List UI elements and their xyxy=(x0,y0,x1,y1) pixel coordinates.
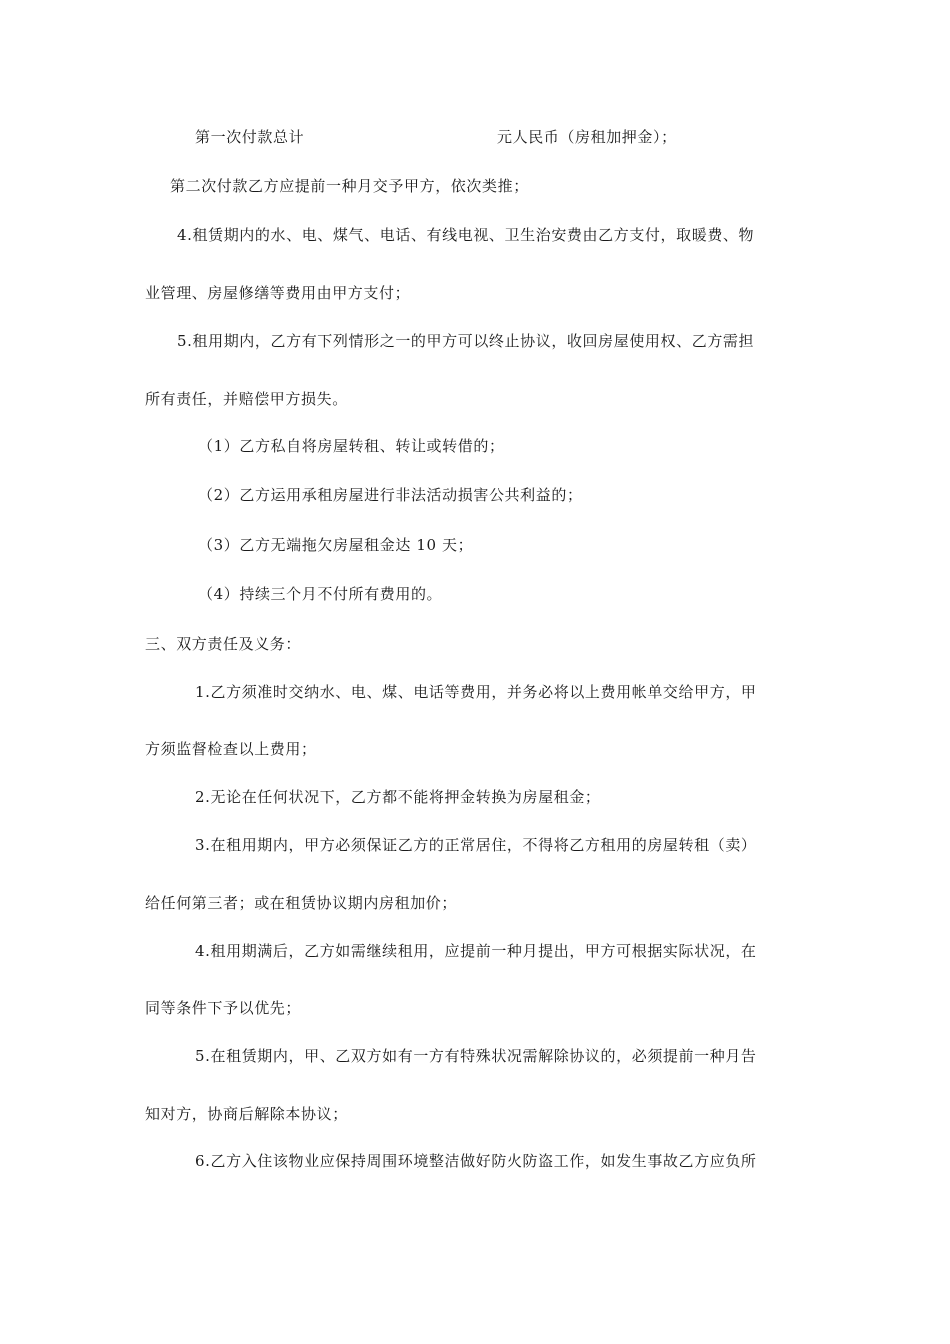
duty-1-line-2: 方须监督检查以上费用； xyxy=(145,740,317,758)
duty-5-line-2: 知对方，协商后解除本协议； xyxy=(145,1105,348,1123)
duty-6-line-1: 6.乙方入住该物业应保持周围环境整洁做好防火防盗工作，如发生事故乙方应负所 xyxy=(195,1152,757,1170)
payment-second-line: 第二次付款乙方应提前一种月交予甲方，依次类推； xyxy=(170,177,529,195)
duty-1-line-1: 1.乙方须准时交纳水、电、煤、电话等费用，并务必将以上费用帐单交给甲方，甲 xyxy=(195,683,757,701)
clause-5-line-1: 5.租用期内，乙方有下列情形之一的甲方可以终止协议，收回房屋使用权、乙方需担 xyxy=(177,332,755,350)
termination-case-3: （3）乙方无端拖欠房屋租金达 10 天； xyxy=(198,536,474,554)
clause-4-line-2: 业管理、房屋修缮等费用由甲方支付； xyxy=(145,284,411,302)
termination-case-1: （1）乙方私自将房屋转租、转让或转借的； xyxy=(198,437,505,455)
duty-4-line-2: 同等条件下予以优先； xyxy=(145,999,302,1017)
section-3-heading: 三、双方责任及义务： xyxy=(145,635,302,653)
clause-4-line-1: 4.租赁期内的水、电、煤气、电话、有线电视、卫生治安费由乙方支付，取暖费、物 xyxy=(177,226,755,244)
payment-first-label: 第一次付款总计 xyxy=(195,128,305,146)
payment-first-line xyxy=(195,127,304,147)
termination-case-4: （4）持续三个月不付所有费用的。 xyxy=(198,585,443,603)
duty-3-line-2: 给任何第三者；或在租赁协议期内房租加价； xyxy=(145,894,458,912)
termination-case-2: （2）乙方运用承租房屋进行非法活动损害公共利益的； xyxy=(198,486,583,504)
duty-2-line: 2.无论在任何状况下，乙方都不能将押金转换为房屋租金； xyxy=(195,788,601,806)
clause-5-line-2: 所有责任，并赔偿甲方损失。 xyxy=(145,390,348,408)
duty-3-line-1: 3.在租用期内，甲方必须保证乙方的正常居住，不得将乙方租用的房屋转租（卖） xyxy=(195,836,757,854)
payment-first-amount-text: 元人民币（房租加押金）； xyxy=(497,128,677,146)
duty-5-line-1: 5.在租赁期内，甲、乙双方如有一方有特殊状况需解除协议的，必须提前一种月告 xyxy=(195,1047,757,1065)
duty-4-line-1: 4.租用期满后，乙方如需继续租用，应提前一种月提出，甲方可根据实际状况，在 xyxy=(195,942,757,960)
